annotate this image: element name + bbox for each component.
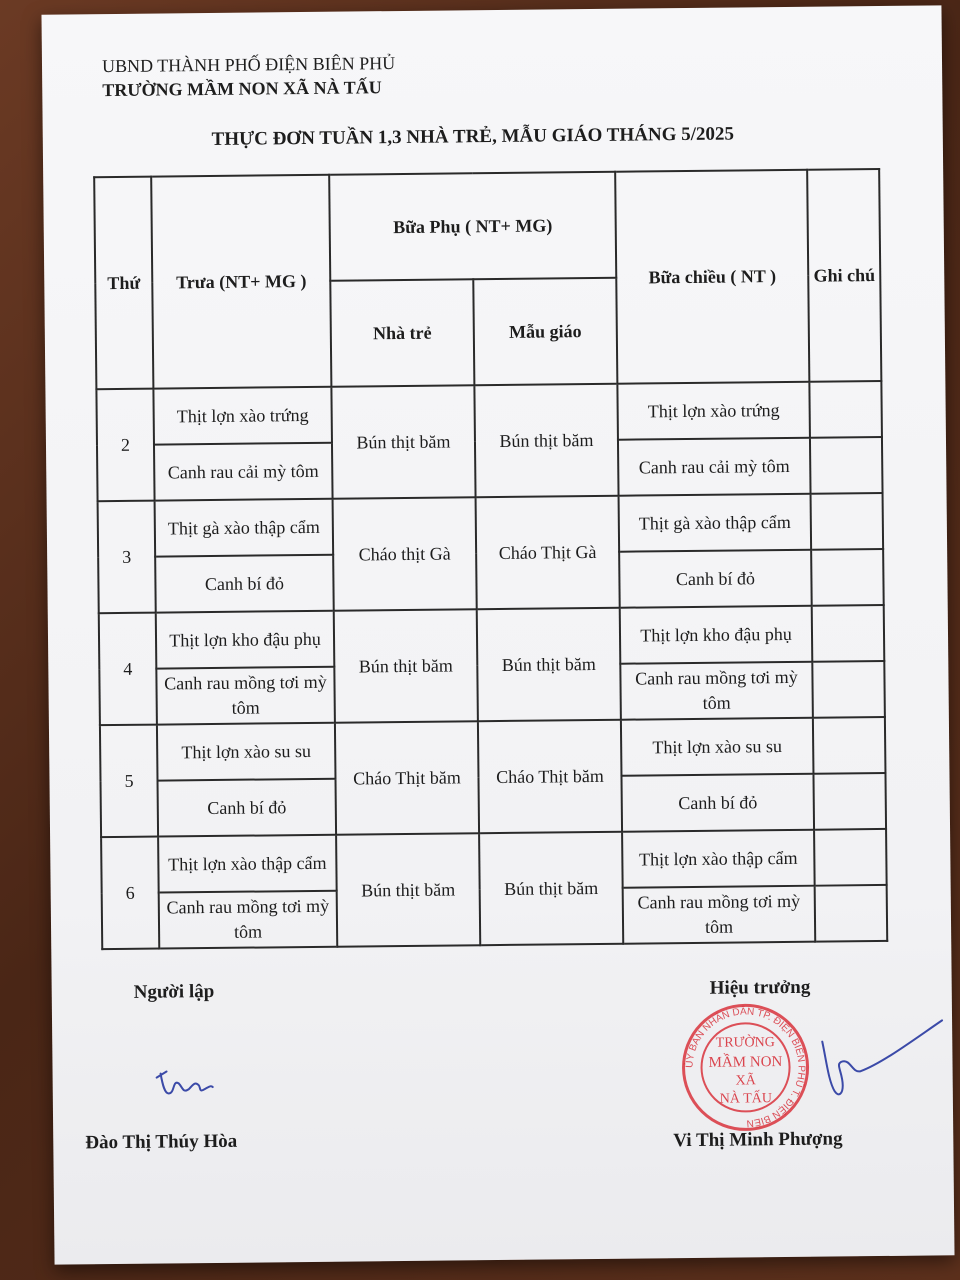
preparer-signature-icon [152,1063,222,1104]
school-name: TRƯỜNG MẦM NON XÃ NÀ TẤU [102,77,382,101]
header-ghi-chu: Ghi chú [807,169,881,382]
preparer-label: Người lập [133,980,215,1003]
day-cell: 6 [101,837,159,950]
header-nha-tre: Nhà trẻ [330,279,474,386]
table-row [96,381,882,445]
authority-line: UBND THÀNH PHỐ ĐIỆN BIÊN PHỦ [101,53,396,77]
header-bua-chieu: Bữa chiều ( NT ) [615,170,809,384]
principal-name: Vi Thị Minh Phượng [673,1128,843,1152]
stamp-line-4: NÀ TẤU [719,1091,773,1107]
stamp-line-3: XÃ [735,1073,756,1089]
note-cell [812,661,885,718]
note-cell [813,717,886,774]
lunch-main-cell: Thịt lợn xào trứng [153,387,332,445]
note-cell [809,381,882,438]
lunch-soup-cell: Canh bí đỏ [158,779,337,837]
document-paper [41,5,954,1264]
header-thu: Thứ [94,177,153,390]
lunch-soup-cell: Canh rau cải mỳ tôm [154,443,333,501]
note-cell [812,605,885,662]
snack-mau-giao-cell: Bún thịt băm [474,384,618,497]
snack-mau-giao-cell: Bún thịt băm [479,832,623,945]
afternoon-main-cell: Thịt gà xào thập cẩm [619,494,812,552]
afternoon-soup-cell: Canh rau mồng tơi mỳ tôm [620,662,813,720]
table-row [101,829,887,893]
school-stamp-icon [670,1002,821,1134]
note-cell [810,437,883,494]
table-row [98,493,884,557]
snack-mau-giao-cell: Cháo Thịt băm [478,720,622,833]
note-cell [815,885,888,942]
afternoon-main-cell: Thịt lợn xào trứng [617,382,810,440]
header-bua-phu: Bữa Phụ ( NT+ MG) [329,172,616,281]
day-cell: 4 [99,613,157,726]
note-cell [811,493,884,550]
lunch-soup-cell: Canh rau mồng tơi mỳ tôm [156,667,335,725]
header-mau-giao: Mẫu giáo [473,278,617,385]
snack-nha-tre-cell: Cháo Thịt băm [335,721,479,834]
menu-table [93,168,888,950]
stamp-line-2: MẦM NON [708,1054,783,1071]
lunch-soup-cell: Canh bí đỏ [155,555,334,613]
afternoon-soup-cell: Canh bí đỏ [621,774,814,832]
preparer-name: Đào Thị Thúy Hòa [85,1130,238,1154]
snack-nha-tre-cell: Bún thịt băm [331,385,475,498]
afternoon-main-cell: Thịt lợn xào thập cẩm [622,830,815,888]
principal-label: Hiệu trưởng [709,976,811,999]
note-cell [813,773,886,830]
table-row [100,717,886,781]
afternoon-soup-cell: Canh bí đỏ [619,550,812,608]
afternoon-main-cell: Thịt lợn kho đậu phụ [620,606,813,664]
snack-mau-giao-cell: Cháo Thịt Gà [476,496,620,609]
lunch-main-cell: Thịt lợn xào su su [157,723,336,781]
afternoon-soup-cell: Canh rau mồng tơi mỳ tôm [623,886,816,944]
day-cell: 3 [98,501,156,614]
stamp-ring-text: ỦY BAN NHÂN DÂN TP. ĐIỆN BIÊN PHỦ T. ĐIỆN BIÊN [684,1006,807,1129]
principal-signature-icon [812,1000,953,1111]
day-cell: 5 [100,725,158,838]
day-cell: 2 [96,389,154,502]
note-cell [811,549,884,606]
header-trua: Trưa (NT+ MG ) [151,175,331,389]
afternoon-main-cell: Thịt lợn xào su su [621,718,814,776]
lunch-soup-cell: Canh rau mồng tơi mỳ tôm [159,891,338,949]
snack-nha-tre-cell: Bún thịt băm [336,833,480,946]
afternoon-soup-cell: Canh rau cải mỳ tôm [618,438,811,496]
lunch-main-cell: Thịt gà xào thập cẩm [155,499,334,557]
table-row [99,605,885,669]
note-cell [814,829,887,886]
snack-nha-tre-cell: Cháo thịt Gà [333,497,477,610]
menu-title: THỰC ĐƠN TUẦN 1,3 NHÀ TRẺ, MẪU GIÁO THÁNG 5/2025 [211,123,735,150]
snack-mau-giao-cell: Bún thịt băm [477,608,621,721]
stamp-line-1: TRƯỜNG [715,1035,775,1051]
lunch-main-cell: Thịt lợn kho đậu phụ [156,611,335,669]
snack-nha-tre-cell: Bún thịt băm [334,609,478,722]
lunch-main-cell: Thịt lợn xào thập cẩm [158,835,337,893]
